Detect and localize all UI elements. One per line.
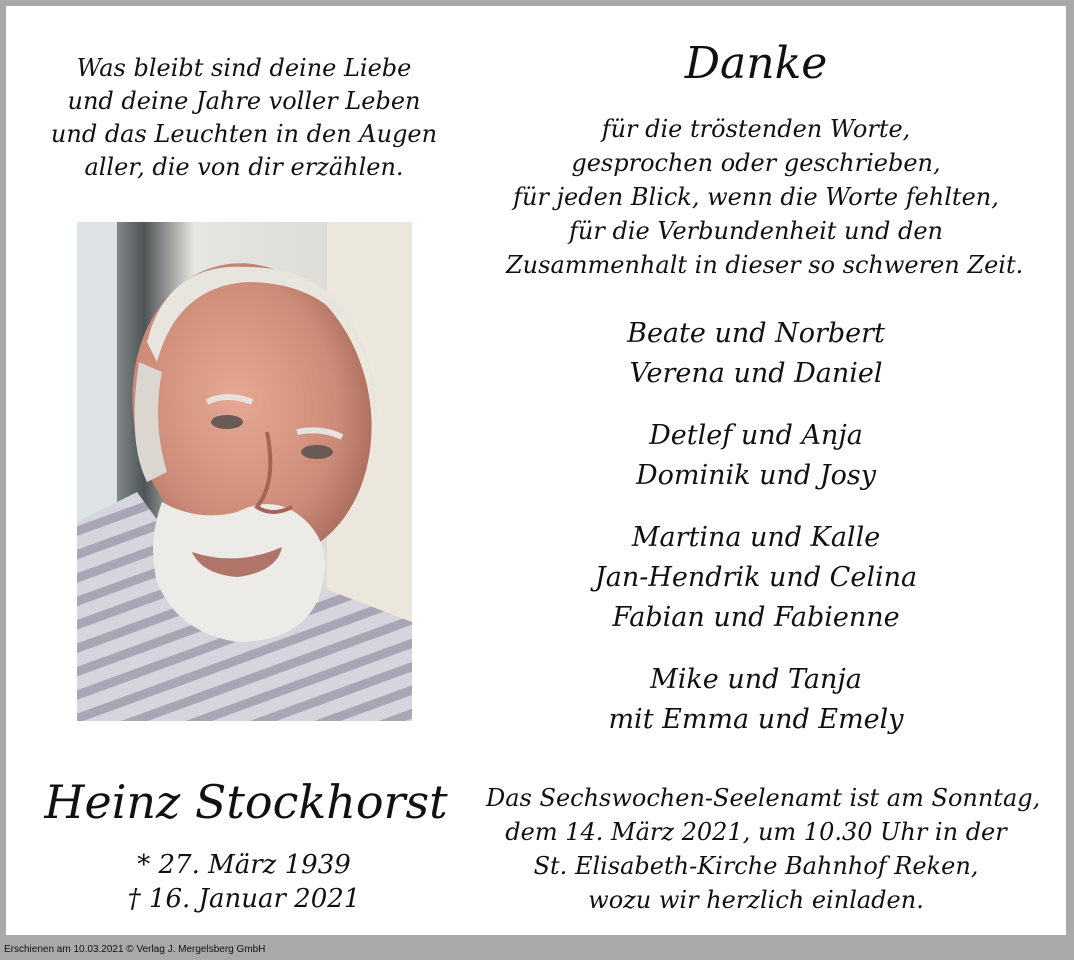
memorial-mass-notice (486, 781, 1041, 917)
poem-line: Was bleibt sind deine Liebe (76, 54, 412, 82)
thanks-line: für die tröstenden Worte, (601, 115, 911, 143)
family-member: Jan-Hendrik und Celina (594, 562, 918, 593)
life-dates (44, 848, 444, 916)
thanks-title: Danke (684, 38, 828, 89)
family-member: mit Emma und Emely (608, 704, 904, 735)
family-member: Martina und Kalle (631, 522, 881, 553)
family-member: Detlef und Anja (649, 420, 863, 451)
family-member: Beate und Norbert (627, 318, 885, 349)
mass-line: Das Sechswochen-Seelenamt ist am Sonntag, (486, 784, 1041, 812)
thanks-line: für jeden Blick, wenn die Worte fehlten, (513, 183, 999, 211)
family-member: Dominik und Josy (636, 460, 876, 491)
portrait-photo (77, 222, 412, 721)
death-date: † 16. Januar 2021 (127, 884, 361, 914)
memorial-poem (44, 52, 444, 184)
mass-line: dem 14. März 2021, um 10.30 Uhr in der (505, 818, 1007, 846)
thanks-line: für die Verbundenheit und den (569, 217, 943, 245)
family-group (506, 518, 1006, 638)
poem-line: und deine Jahre voller Leben (67, 87, 421, 115)
family-member: Mike und Tanja (650, 664, 862, 695)
thanks-line: Zusammenhalt in dieser so schweren Zeit. (506, 251, 1024, 279)
deceased-name: Heinz Stockhorst (44, 775, 448, 829)
poem-line: und das Leuchten in den Augen (50, 120, 438, 148)
mass-line: St. Elisabeth-Kirche Bahnhof Reken, (533, 852, 979, 880)
family-group (506, 314, 1006, 394)
family-signatures (506, 314, 1006, 762)
birth-date: * 27. März 1939 (137, 850, 351, 880)
obituary-card (6, 6, 1066, 935)
family-member: Verena und Daniel (629, 358, 883, 389)
family-group (506, 416, 1006, 496)
thanks-text (506, 112, 1024, 282)
poem-line: aller, die von dir erzählen. (84, 153, 404, 181)
family-group (506, 660, 1006, 740)
thanks-line: gesprochen oder geschrieben, (571, 149, 941, 177)
family-member: Fabian und Fabienne (612, 602, 900, 633)
publication-credit: Erschienen am 10.03.2021 © Verlag J. Mergelsberg GmbH (4, 944, 266, 955)
mass-line: wozu wir herzlich einladen. (588, 886, 924, 914)
